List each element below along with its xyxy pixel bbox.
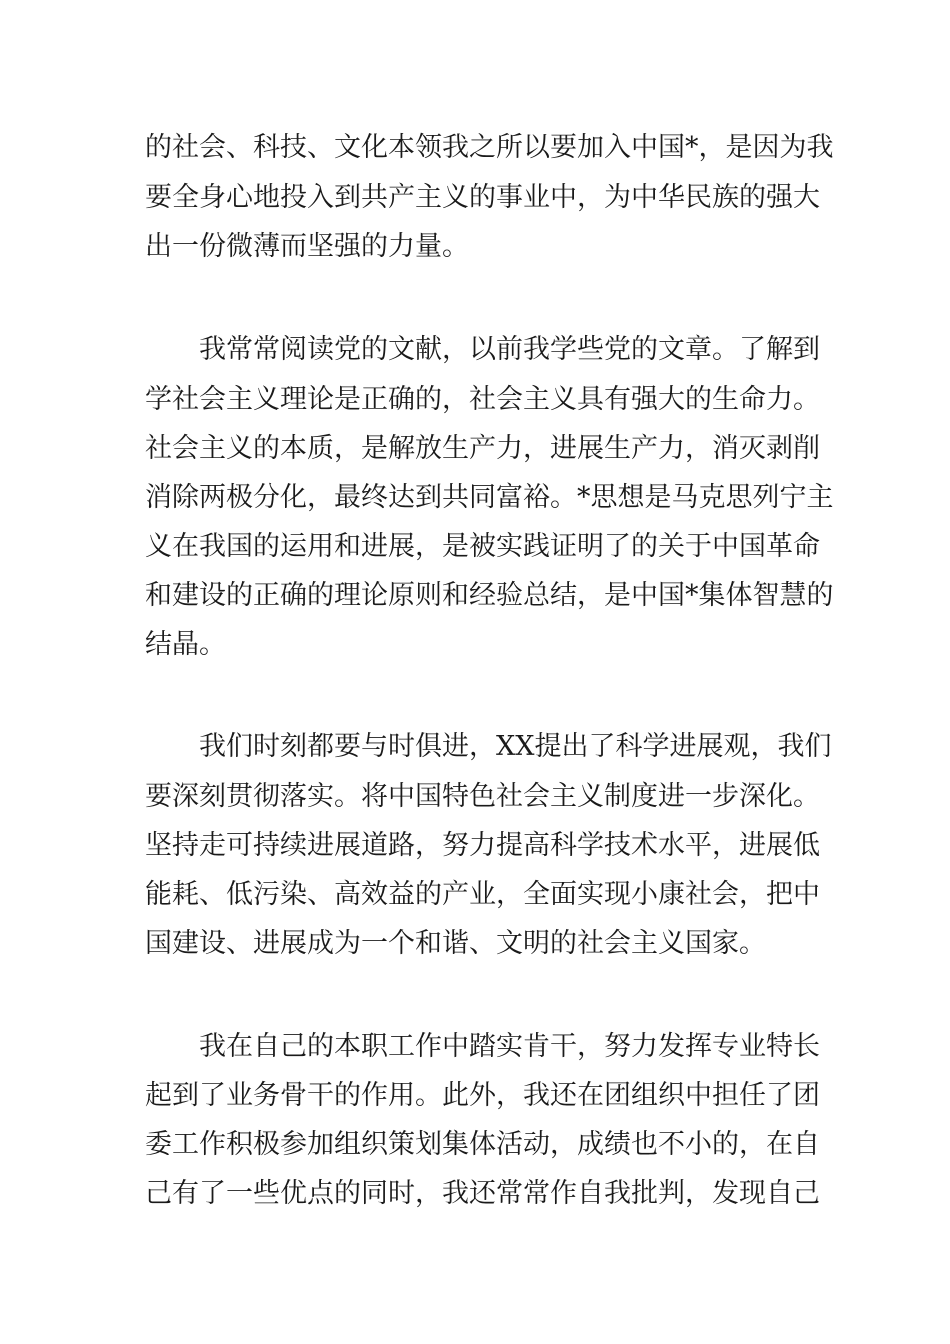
paragraph-line: 我们时刻都要与时俱进，XX提出了科学进展观，我们 [199,731,832,762]
paragraph-line: 结晶。 [145,629,226,660]
paragraph-line: 学社会主义理论是正确的，社会主义具有强大的生命力。 [145,384,820,415]
paragraph-line: 国建设、进展成为一个和谐、文明的社会主义国家。 [145,928,766,959]
paragraph-line: 委工作积极参加组织策划集体活动，成绩也不小的，在自 [145,1129,820,1160]
paragraph-line: 要深刻贯彻落实。将中国特色社会主义制度进一步深化。 [145,781,820,812]
paragraph-line: 和建设的正确的理论原则和经验总结，是中国*集体智慧的 [145,580,834,611]
paragraph-line: 我常常阅读党的文献，以前我学些党的文章。了解到 [199,334,820,365]
paragraph-line: 能耗、低污染、高效益的产业，全面实现小康社会，把中 [145,879,820,910]
paragraph-line: 的社会、科技、文化本领我之所以要加入中国*，是因为我 [145,132,834,163]
paragraph-line: 起到了业务骨干的作用。此外，我还在团组织中担任了团 [145,1080,820,1111]
paragraph-line: 坚持走可持续进展道路，努力提高科学技术水平，进展低 [145,830,820,861]
paragraph-line: 我在自己的本职工作中踏实肯干，努力发挥专业特长 [199,1031,820,1062]
paragraph-line: 出一份微薄而坚强的力量。 [145,231,469,262]
paragraph-line: 消除两极分化，最终达到共同富裕。*思想是马克思列宁主 [145,482,834,513]
paragraph-line: 义在我国的运用和进展，是被实践证明了的关于中国革命 [145,531,820,562]
paragraph-line: 己有了一些优点的同时，我还常常作自我批判，发现自己 [145,1178,820,1209]
paragraph-line: 要全身心地投入到共产主义的事业中，为中华民族的强大 [145,182,820,213]
paragraph-line: 社会主义的本质，是解放生产力，进展生产力，消灭剥削 [145,433,820,464]
